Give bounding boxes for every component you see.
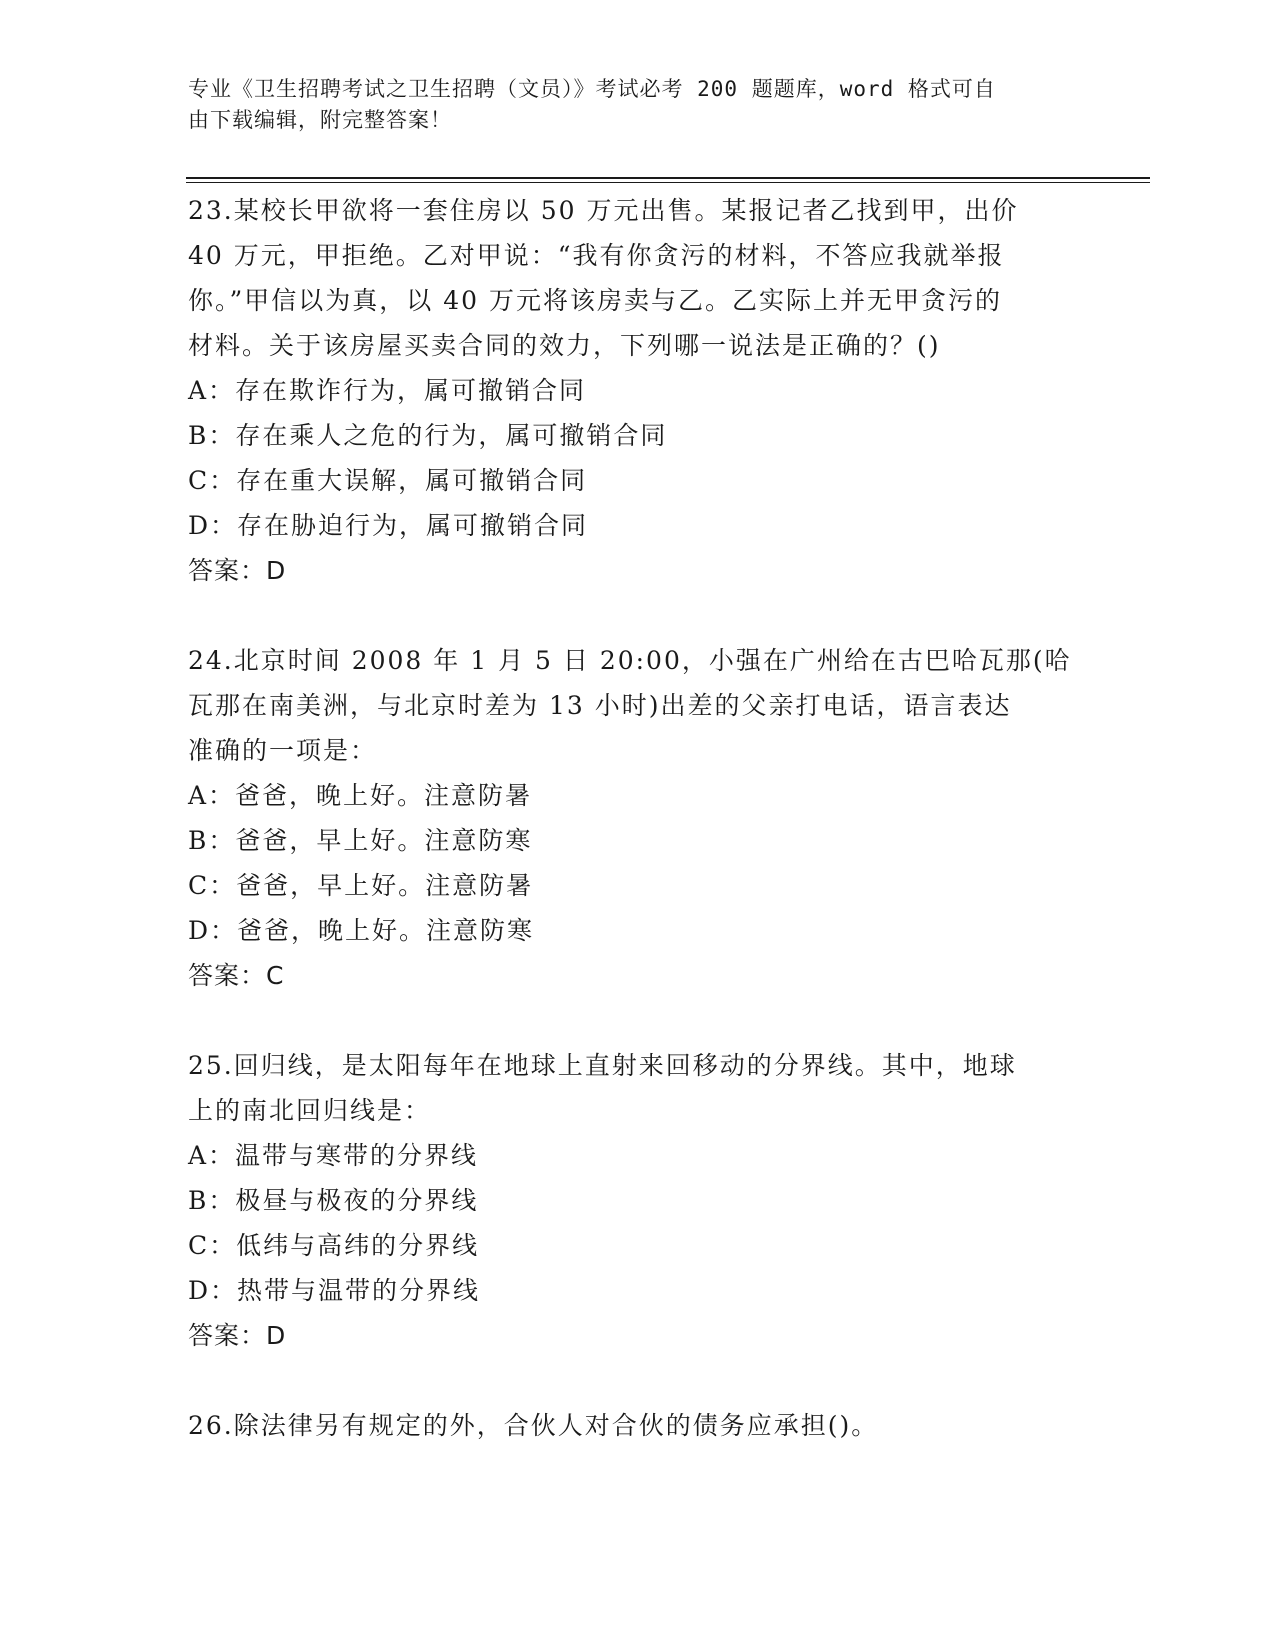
question-stem-line: 材料。关于该房屋买卖合同的效力，下列哪一说法是正确的？() <box>188 331 941 360</box>
option-b: B：存在乘人之危的行为，属可撤销合同 <box>188 421 668 450</box>
question-24 <box>188 638 1088 998</box>
option-c: C：低纬与高纬的分界线 <box>188 1231 480 1260</box>
question-list <box>188 188 1088 1448</box>
question-stem-line: 准确的一项是： <box>188 736 378 765</box>
question-stem-line: 瓦那在南美洲，与北京时差为 13 小时)出差的父亲打电话，语言表达 <box>188 691 1012 720</box>
answer-line: 答案：D <box>188 1321 287 1350</box>
question-spacer <box>188 593 1088 638</box>
question-stem-line: 上的南北回归线是： <box>188 1096 432 1125</box>
option-a: A：存在欺诈行为，属可撤销合同 <box>188 376 587 405</box>
option-c: C：爸爸，早上好。注意防暑 <box>188 871 534 900</box>
option-c: C：存在重大误解，属可撤销合同 <box>188 466 588 495</box>
option-d: D：存在胁迫行为，属可撤销合同 <box>188 511 589 540</box>
question-26 <box>188 1403 1088 1448</box>
header-line-1: 专业《卫生招聘考试之卫生招聘（文员）》考试必考 200 题题库，word 格式可自 <box>188 77 996 101</box>
question-stem-line: 23.某校长甲欲将一套住房以 50 万元出售。某报记者乙找到甲，出价 <box>188 196 1019 225</box>
question-stem-line: 25.回归线，是太阳每年在地球上直射来回移动的分界线。其中，地球 <box>188 1051 1017 1080</box>
header-divider-thin <box>186 182 1150 183</box>
answer-line: 答案：D <box>188 556 287 585</box>
document-header <box>188 74 1068 136</box>
option-b: B：极昼与极夜的分界线 <box>188 1186 479 1215</box>
option-b: B：爸爸，早上好。注意防寒 <box>188 826 533 855</box>
question-23 <box>188 188 1088 593</box>
question-25 <box>188 1043 1088 1358</box>
header-divider-thick <box>186 177 1150 179</box>
question-stem-line: 24.北京时间 2008 年 1 月 5 日 20:00，小强在广州给在古巴哈瓦那(哈 <box>188 646 1072 675</box>
option-d: D：爸爸，晚上好。注意防寒 <box>188 916 535 945</box>
option-d: D：热带与温带的分界线 <box>188 1276 481 1305</box>
question-spacer <box>188 1358 1088 1403</box>
question-stem-line: 你。”甲信以为真，以 40 万元将该房卖与乙。乙实际上并无甲贪污的 <box>188 286 1002 315</box>
option-a: A：温带与寒带的分界线 <box>188 1141 479 1170</box>
question-spacer <box>188 998 1088 1043</box>
question-stem-line: 26.除法律另有规定的外，合伙人对合伙的债务应承担()。 <box>188 1411 879 1440</box>
answer-line: 答案：C <box>188 961 285 990</box>
option-a: A：爸爸，晚上好。注意防暑 <box>188 781 533 810</box>
header-line-2: 由下载编辑，附完整答案！ <box>188 108 452 132</box>
question-stem-line: 40 万元，甲拒绝。乙对甲说：“我有你贪污的材料，不答应我就举报 <box>188 241 1005 270</box>
